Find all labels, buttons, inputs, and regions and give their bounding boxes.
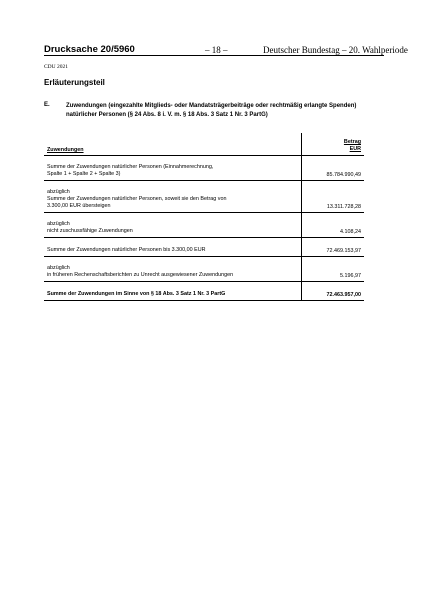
row-label-line: abzüglich	[47, 265, 70, 271]
row-label	[44, 257, 302, 282]
row-amount: 13.311.728,28	[302, 181, 365, 213]
column-header-amount	[302, 133, 365, 156]
column-header-amount-line2: EUR	[349, 146, 361, 152]
table-row	[44, 238, 364, 257]
section-title: Erläuterungsteil	[44, 78, 105, 87]
row-label	[44, 156, 302, 181]
row-label	[44, 213, 302, 238]
donations-table	[44, 133, 364, 301]
publication-title: Deutscher Bundestag – 20. Wahlperiode	[263, 45, 408, 55]
table-row	[44, 181, 364, 213]
page-number: – 18 –	[205, 45, 228, 55]
row-label	[44, 181, 302, 213]
document-number: Drucksache 20/5960	[44, 44, 135, 55]
section-heading: Zuwendungen (eingezahlte Mitglieds- oder Mandatsträgerbeiträge oder rechtmäßig erlangte Spenden) natürlicher Personen (§ 24 Abs. 8 i. V. m. § 18 Abs. 3 Satz 1 Nr. 3 PartG)	[66, 103, 357, 118]
row-label-line: Summe der Zuwendungen im Sinne von § 18 Abs. 3 Satz 1 Nr. 3 PartG	[47, 291, 226, 297]
row-label	[44, 238, 302, 257]
table-row	[44, 213, 364, 238]
party-year-label: CDU 2021	[44, 64, 68, 70]
section-letter: E.	[44, 102, 50, 108]
row-label	[44, 282, 302, 301]
row-amount: 72.469.153,97	[302, 238, 365, 257]
total-amount: 72.463.957,00	[302, 282, 365, 301]
row-label-line: 3.300,00 EUR übersteigen	[47, 203, 111, 209]
row-label-line: abzüglich	[47, 221, 70, 227]
table-total-row	[44, 282, 364, 301]
row-amount: 5.196,97	[302, 257, 365, 282]
column-header-amount-line1: Betrag	[343, 139, 361, 145]
row-label-line: abzüglich	[47, 189, 70, 195]
table-header-row	[44, 133, 364, 156]
row-label-line: Spalte 1 + Spalte 2 + Spalte 3)	[47, 171, 121, 177]
row-label-line: Summe der Zuwendungen natürlicher Personen (Einnahmerechnung,	[47, 164, 214, 170]
row-label-line: Summe der Zuwendungen natürlicher Personen bis 3.300,00 EUR	[47, 247, 206, 253]
row-label-line: Summe der Zuwendungen natürlicher Personen, soweit sie den Betrag von	[47, 196, 227, 202]
column-header-label: Zuwendungen	[44, 133, 302, 156]
table-row	[44, 156, 364, 181]
row-amount: 4.108,24	[302, 213, 365, 238]
header-rule	[44, 55, 384, 56]
row-label-line: in früheren Rechenschaftsberichten zu Unrecht ausgewiesener Zuwendungen	[47, 272, 234, 278]
row-amount: 85.784.990,49	[302, 156, 365, 181]
table-row	[44, 257, 364, 282]
row-label-line: nicht zuschussfähige Zuwendungen	[47, 228, 133, 234]
